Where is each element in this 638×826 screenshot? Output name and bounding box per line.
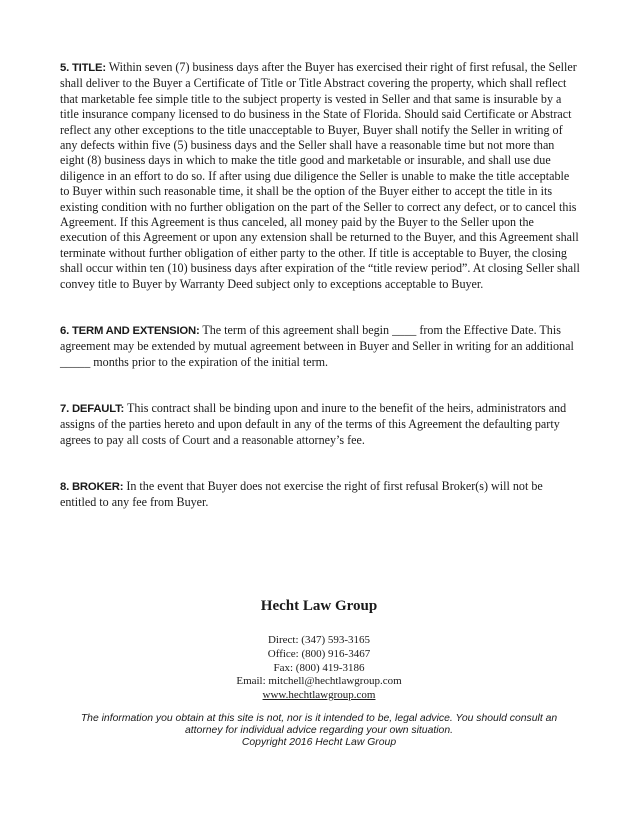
- fax-number: Fax: (800) 419-3186: [273, 661, 365, 674]
- clause-body: The term of this agreement shall begin ____ from the Effective Date. This agreement may be extended by mutual agreement between in Buyer and Seller in writing for an additional _____ months prior to the expiration of the initial term.: [60, 323, 574, 369]
- website-link[interactable]: www.hechtlawgroup.com: [262, 689, 376, 702]
- contact-block: [0, 634, 638, 703]
- firm-name: Hecht Law Group: [260, 598, 378, 614]
- clause-heading: 6. TERM AND EXTENSION:: [60, 325, 200, 337]
- email-address: Email: mitchell@hechtlawgroup.com: [236, 675, 402, 688]
- disclaimer-line: The information you obtain at this site is not, nor is it intended to be, legal advice. You should consult an: [80, 713, 558, 724]
- clause-heading: 7. DEFAULT:: [60, 403, 125, 415]
- clause-heading: 5. TITLE:: [60, 62, 106, 74]
- office-phone: Office: (800) 916-3467: [267, 647, 371, 660]
- clause-term-and-extension: [60, 323, 581, 370]
- clause-body: This contract shall be binding upon and inure to the benefit of the heirs, administrators and assigns of the parties hereto and upon default in any of the terms of this Agreement the defaulting party agrees to pay all costs of Court and a reasonable attorney’s fee.: [60, 401, 567, 447]
- clause-heading: 8. BROKER:: [60, 481, 124, 493]
- clause-body: Within seven (7) business days after the Buyer has exercised their right of first refusal, the Seller shall deliver to the Buyer a Certificate of Title or Title Abstract covering the property, which shall reflect that marketable fee simple title to the subject property is vested in Seller and that same is insurable by a title insurance company licensed to do business in the State of Florida. Should said Certificate or Abstract reflect any other exceptions to the title unacceptable to Buyer, Buyer shall notify the Seller in writing of any defects within five (5) business days and the Seller shall have a reasonable time but not more than eight (8) business days in which to make the title good and marketable or insurable, and shall use due diligence in an effort to do so. If after using due diligence the Seller is unable to make the title acceptable to Buyer within such reasonable time, it shall be the option of the Buyer either to accept the title in its existing condition with no further obligation on the part of the Seller to correct any defect, or to cancel this Agreement. If this Agreement is thus canceled, all money paid by the Buyer to the Seller upon the execution of this Agreement or upon any extension shall be returned to the Buyer, and this Agreement shall terminate without further obligation of either party to the other. If title is acceptable to Buyer, the closing shall occur within ten (10) business days after expiration of the “title review period”. At closing Seller shall convey title to Buyer by Warranty Deed subject only to exceptions acceptable to Buyer.: [60, 60, 580, 291]
- direct-phone: Direct: (347) 593-3165: [267, 634, 371, 646]
- disclaimer-line: attorney for individual advice regarding your own situation.: [184, 725, 453, 737]
- clause-default: [60, 401, 581, 448]
- clause-broker: [60, 479, 581, 511]
- copyright-notice: Copyright 2016 Hecht Law Group: [241, 737, 397, 749]
- disclaimer: [60, 713, 578, 750]
- clause-title: [60, 60, 581, 292]
- clause-body: In the event that Buyer does not exercise the right of first refusal Broker(s) will not be entitled to any fee from Buyer.: [60, 479, 543, 510]
